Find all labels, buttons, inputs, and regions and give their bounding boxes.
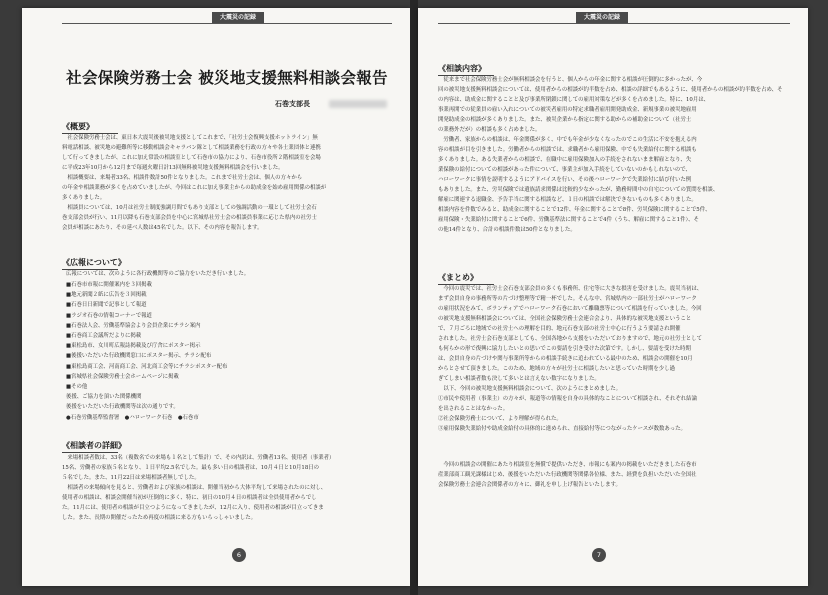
soudan-paragraph (62, 453, 392, 527)
koho-item: ●石巻労働基準監督署 ●ハローワーク石巻 ●石巻市 (66, 414, 199, 421)
naiyo-line: の他14件となり、合計の相談件数は50件となりました。 (438, 227, 576, 233)
gaiyo-paragraph (62, 133, 392, 237)
redacted-author-name (329, 100, 387, 108)
soudan-line: 相談者の来場傾向を見ると、労働者および家族の相談は、開催当初から大体平均して来場されたのに対し、 (67, 485, 327, 491)
matome-line: ぎてしまい相談者数も決して多いとは言えない数字になりました。 (438, 376, 600, 382)
gaiyo-line: の年金や相談業務が多くを占めていましたが、今回はこれに加え事業主からの助成金を始め雇用関係の相談が (62, 185, 327, 191)
koho-item: ■地元新聞２紙に広告を３回掲載 (66, 292, 147, 299)
closing-paragraph (438, 460, 788, 502)
section-tab: 大震災の記録 (576, 12, 628, 23)
naiyo-line: 容の相談が目を引きました。労働者からの相談では、求職者から雇用保険、中でも失業給付に関する相談も (438, 147, 697, 153)
right-page (418, 8, 808, 586)
gaiyo-line: 多くありました。 (62, 195, 106, 201)
matome-line: ③雇用保険失業給付や助成金給付の具体的に進められ、直接給付等につながったケースが数数あった。 (438, 426, 686, 432)
naiyo-line: の内容は、助成金に関することと及び事業所閉鎖に関しての雇用対策などが多くを占めました。特に、10月は、 (438, 97, 710, 103)
gaiyo-line: に平成23年10月から12月まで毎週火曜日計13回無料被災地支援無料相談会を行いました。 (62, 165, 284, 171)
author-label: 石巻支部長 (275, 100, 310, 108)
naiyo-paragraph (438, 75, 788, 257)
naiyo-line: 開発助成金の相談が多くありました。また、被災企業から指定に関する助からの補助金について（社労士 (438, 117, 692, 123)
matome-line: ①市民や使用者（事業主）の方々が、報道等の情報を自身の具体的なことについて相談され、それぞれ結論 (438, 396, 697, 402)
matome-line: で、７月ごろに地域での社労士への理解を目的、地元石巻支部の社労士中心に行うよう要請され開催 (438, 326, 681, 332)
matome-line: を出されることはなかった。 (438, 406, 509, 412)
koho-intro: 広報については、次のように各行政機関等のご協力をいただき行いました。 (66, 271, 250, 277)
left-page (22, 8, 410, 586)
koho-item: 後援をいただいた行政機関等は次の通りです。 (66, 404, 179, 411)
report-title: 社会保険労務士会 被災地支援無料相談会報告 (66, 68, 388, 87)
closing-line: 今回の相談会の開催にあたり相談室を無償で提供いただき、市報にも案内の掲載をいただきました石巻市 (443, 462, 697, 468)
matome-line: も何らかの形で復興に協力したいとの思いでこの要請を引き受けた次第です。しかし、要請を受けた時期 (438, 346, 691, 352)
page-number: 7 (592, 548, 606, 562)
soudan-line: 15名、労働者の家族５名となり、１日平均2.5名でした。最も多い日の相談者は、10月４日と10月18日の (62, 465, 320, 471)
matome-line: からとさせて頂きました。このため、地域の方々が社労士に相談したいと思っていた時期を少し過 (438, 366, 675, 372)
gaiyo-line: 相談概要は、来場者33名、相談件数計50件となりました。これまで社労士会は、個人の方々から (67, 175, 303, 181)
book-gutter (410, 0, 418, 595)
naiyo-line: 解雇に関連する退職金、予告手当に関する相談など、１日の相談では解決できないものも多くありました。 (438, 197, 697, 203)
naiyo-line: もありました。また、労災保険では遺族請求関係は比較的少なかったが、勤務時間中の自宅についての質問を相談、 (438, 187, 719, 193)
soudan-line: た。11月には、使用者の相談が目立つようになってきましたが、12月に入り、使用者の相談が目立ってきま (62, 505, 324, 511)
koho-item: ■その他 (66, 384, 88, 391)
koho-list (66, 280, 386, 423)
koho-item: ■後援いただいた行政機関窓口にポスター掲示、チラシ配布 (66, 353, 212, 360)
header-rule (62, 23, 392, 24)
gaiyo-line: 社会保険労務士会は、東日本大震災後被災地支援としてこれまで、「社労士会復興支援ホットライン」無 (67, 135, 318, 141)
soudan-line: 来場相談者数は、33名（複数名での来場も１名として集計）で、その内訳は、労働者13名、使用者（事業者） (67, 455, 335, 461)
matome-line: ②社会保険労務士について、より理解が得られた。 (438, 416, 562, 422)
soudan-line: した。また、長期の開催だったため再度の相談に来る方もいらっしゃいました。 (62, 515, 257, 521)
naiyo-line: 業保険の給付についての相談があった件について、事業主が加入手続をしていないのかもしれないので、 (438, 167, 691, 173)
naiyo-line: 事業再開での従業員の雇い入れについての被災者雇用の特定求職者雇用開発助成金、新規事業の被災地雇用 (438, 107, 697, 113)
koho-item: ■宮城県社会保険労務士会ホームページに掲載 (66, 373, 179, 380)
naiyo-line: の業務外だが）の相談も多く占めました。 (438, 127, 541, 133)
matome-paragraph (438, 284, 788, 444)
heading-soudan: 《相談者の詳細》 (62, 440, 126, 453)
koho-item: ■ラジオ石巻の情報コーナーで報道 (66, 312, 152, 319)
matome-line: まず会員自身の事務所等の片づけ整理等で精一杯でした。そんな中、宮城県内の一部社労士がハローワーク (438, 296, 697, 302)
matome-line: の雇用状況をみて、ボランティアでハローワーク石巻において離職票等について相談を行っていました。今回 (438, 306, 702, 312)
matome-line: 今回の震災では、社労士会石巻支部会員の多くも事務所、住宅等に大きな損害を受けました。震災当初は、 (443, 286, 703, 292)
naiyo-line: 雇用保険・失業給付に関することで6件、労働基準法に関することで4件（うち、解雇に関すること1件）、そ (438, 217, 699, 223)
matome-line: の被災地支援無料相談会については、全国社会保険労務士会連合会より、具体的な被災地支援ということ (438, 316, 692, 322)
naiyo-line: 相談内容を件数でみると、助成金に関することで12件、年金に関することで8件、労災保険に関することで5件、 (438, 207, 711, 213)
soudan-line: ５名でした。また、11月22日は来場相談者無しでした。 (62, 475, 200, 481)
matome-line: されました。社労士会石巻支部としても、全国各地から支援をいただいておりますので、地元の社労士として (438, 336, 703, 342)
gaiyo-line: 巻支部会員が行い、11月以降も石巻支部会員を中心に宮城県社労士会の相談員事業に応じた県内の社労士 (62, 215, 317, 221)
matome-line: は、会員自身の片づけや関与事業所等からの相談手続きに追われている最中のため、相談会の開催を10月 (438, 356, 693, 362)
closing-line: 会保険労務士会連合会関係者の方々に、御礼を申し上げ報告といたします。 (438, 482, 621, 488)
koho-item: ■石巻市市報に開催案内を３回掲載 (66, 282, 152, 288)
naiyo-line: 回の被災地支援無料相談会については、使用者からの相談が約半数を占め、相談の詳細でもあるように、使用者からの相談が約半数を占め、そ (438, 87, 783, 93)
naiyo-line: ハローワークに事情を説明するようにアドバイスを行い、その後ハローワークで失業給付に結び付いた例 (438, 177, 692, 183)
koho-item: ■石巻商工会議所だよりに掲載 (66, 333, 142, 340)
naiyo-line: 従来まで社会保険労務士会が無料相談会を行うと、個人からの年金に関する相談が圧倒的に多かったが、今 (443, 77, 703, 83)
koho-item: 後援、ご協力を頂いた関係機関 (66, 394, 142, 401)
page-number: 6 (232, 548, 246, 562)
heading-koho: 《広報について》 (62, 257, 126, 270)
closing-line: 産業部商工観光課様はじめ、後援をいただいた行政機関等関係各位様、また、経費を負担いただいた全国社 (438, 472, 697, 478)
gaiyo-line: して行ってきましたが、これに加え常設の相談室として石巻市の協力により、石巻市役所２階相談室を会場 (62, 155, 321, 161)
koho-item: ■東松島市、女川町広報誌掲載及び庁舎にポスター掲示 (66, 343, 201, 350)
heading-matome: 《まとめ》 (438, 272, 494, 285)
gaiyo-line: 料電話相談、被災地の避難所等に移動相談会キャラバン隊として相談業務を行政の方々や各士業団体と連携 (62, 145, 321, 151)
soudan-line: 使用者の相談は、相談会開催当初が圧倒的に多く、特に、初日の10月４日の相談者は全員使用者からでし (62, 495, 317, 501)
gaiyo-line: 会員が相談にあたり、その延べ人数は45名でした。以下、その内容を報告します。 (62, 225, 263, 231)
section-tab: 大震災の記録 (212, 12, 264, 23)
naiyo-line: 労働者、家族からの相談は、年金関係が多く、中でも年金が少なくなったのでこの生活に不安を抱える内 (443, 137, 697, 143)
koho-item: ■東松島商工会、河南商工会、河北商工会等にチラシポスター配布 (66, 363, 228, 370)
koho-item: ■石巻法人会、労働基準協会より会員企業にチラシ案内 (66, 322, 201, 329)
matome-line: 以下、今回の被災地支援無料相談会について、次のようにまとめました。 (443, 386, 622, 392)
heading-naiyo: 《相談内容》 (438, 63, 494, 76)
header-rule (438, 23, 790, 24)
heading-gaiyo: 《概要》 (62, 121, 118, 134)
koho-item: ■石巻日日新聞で記事として報道 (66, 302, 147, 309)
naiyo-line: 多くありました。ある失業者からの相談で、在職中に雇用保険加入の手続をされないまま解雇となり、失 (438, 157, 692, 163)
gaiyo-line: 相談員については、10月は社労士制度強調月間でもあり支部としての強調活動の一環として社労士会石 (67, 205, 317, 211)
